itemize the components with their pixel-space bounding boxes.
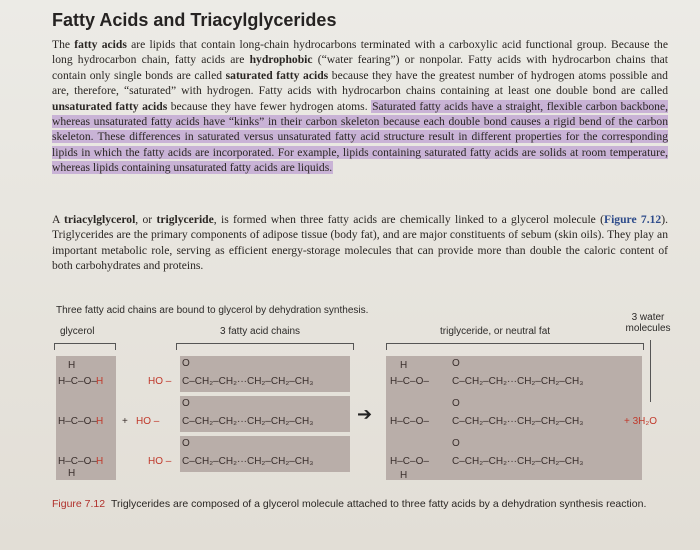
paragraph-triacylglycerol: A triacylglycerol, or triglyceride, is formed when three fatty acids are chemically linked to a glycerol molecule (Figure 7.12). Triglycerides are the primary components of adipose tissue (body fat), and are major constituents of sebum (skin oils). They play an important metabolic role, serving as efficient energy-storage molecules that can provide more than double the caloric content of both carbohydrates and proteins. [52,213,668,273]
glycerol-h-3: H [96,456,104,467]
tri-chain-3: C–CH₂–CH₂···CH₂–CH₂–CH₃ [452,456,584,467]
ho-1: HO – [148,376,172,387]
tri-carbonyl-2: O [452,398,460,409]
glycerol-h-1: H [96,376,104,387]
paragraph-fatty-acids: The fatty acids are lipids that contain long-chain hydrocarbons terminated with a carboxylic acid functional group. Because the long hydrocarbon chain, fatty acids are hydrophobic (“water fearing”) or nonpolar. Fatty acids with hydrocarbon chains that contain only single bonds are called saturated fatty acids because they have the greatest number of hydrogen atoms possible and are, therefore, “saturated” with hydrogen. Fatty acids with hydrocarbon chains containing at least one double bond are called unsaturated fatty acids because they have fewer hydrogen atoms. Saturated fatty acids have a straight, flexible carbon backbone, whereas unsaturated fatty acids have “kinks” in their carbon skeleton because each double bond causes a rigid bend of the carbon skeleton. These differences in saturated versus unsaturated fatty acid structure result in different properties for the corresponding lipids in which the fatty acids are incorporated. For example, lipids containing saturated fatty acids are solids at room temperature, whereas lipids containing unsaturated fatty acids are liquids. [52,38,669,175]
carbonyl-o-3: O [182,438,190,449]
water-line [650,340,651,402]
bracket-triglyceride [386,343,644,350]
ho-2: HO – [136,416,160,427]
tri-row-2: H–C–O– [390,416,429,427]
glycerol-row-3: H–C–O– [58,456,97,467]
reaction-arrow: ➔ [357,404,373,425]
glycerol-h-top: H [68,360,76,371]
tri-carbonyl-3: O [452,438,460,449]
tri-h-bottom: H [400,470,408,481]
chain-1: C–CH₂–CH₂···CH₂–CH₂–CH₃ [182,376,314,387]
label-triglyceride: triglyceride, or neutral fat [440,326,551,337]
glycerol-h-2: H [96,416,104,427]
figure-link[interactable]: Figure 7.12 [604,213,662,226]
figure-top-text: Three fatty acid chains are bound to glycerol by dehydration synthesis. [56,305,369,316]
water-product: + 3H₂O [624,416,658,427]
glycerol-row-2: H–C–O– [58,416,97,427]
carbonyl-o-2: O [182,398,190,409]
label-glycerol: glycerol [60,326,95,337]
plus-sign: + [122,416,128,427]
chain-3: C–CH₂–CH₂···CH₂–CH₂–CH₃ [182,456,314,467]
tri-row-3: H–C–O– [390,456,429,467]
figure-caption: Figure 7.12 Triglycerides are composed of a glycerol molecule attached to three fatty acids by a dehydration synthesis reaction. [52,498,647,510]
chain-2: C–CH₂–CH₂···CH₂–CH₂–CH₃ [182,416,314,427]
section-title: Fatty Acids and Triacylglycerides [52,10,337,30]
carbonyl-o-1: O [182,358,190,369]
ho-3: HO – [148,456,172,467]
glycerol-row-1: H–C–O– [58,376,97,387]
glycerol-h-bottom: H [68,468,76,479]
tri-carbonyl-1: O [452,358,460,369]
highlighted-text: Saturated fatty acids have a straight, flexible carbon backbone, whereas unsaturated fatty acids have “kinks” in their carbon skeleton because each double bond causes a rigid bend of the carbon skeleton. These differences in saturated versus unsaturated fatty acid structure result in different properties for the corresponding lipids in which the fatty acids are incorporated. For example, lipids containing saturated fatty acids are solids at room temperature, whereas lipids containing unsaturated fatty acids are liquids. [52,99,669,175]
tri-row-1: H–C–O– [390,376,429,387]
tri-chain-2: C–CH₂–CH₂···CH₂–CH₂–CH₃ [452,416,584,427]
tri-chain-1: C–CH₂–CH₂···CH₂–CH₂–CH₃ [452,376,584,387]
label-fatty-acids: 3 fatty acid chains [220,326,301,337]
label-water: 3 water molecules [625,312,671,334]
tri-h-top: H [400,360,408,371]
bracket-fatty-acids [176,343,354,350]
bracket-glycerol [54,343,116,350]
